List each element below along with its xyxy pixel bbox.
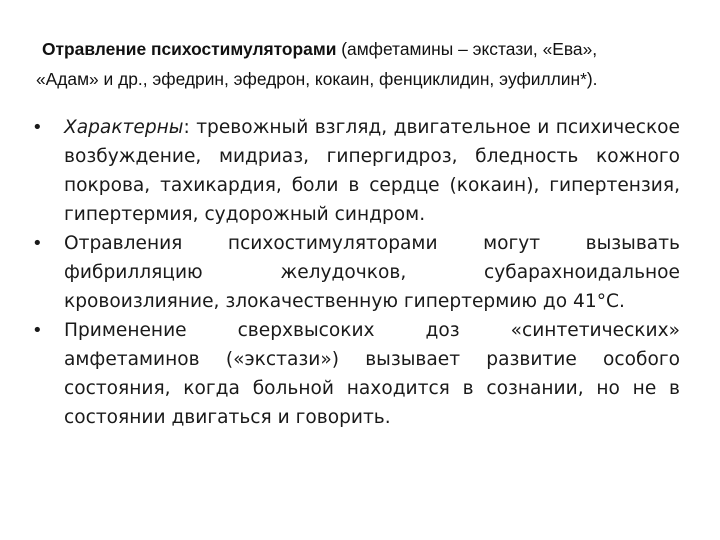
bullet-body: : тревожный взгляд, двигательное и психическое возбуждение, мидриаз, гипергидроз, бледность кожного покрова, тахикардия, боли в сердце (кокаин), гипертензия, гипертермия, судорожный синдром.: [64, 117, 680, 225]
heading-bold-title: Отравление психостимуляторами: [42, 39, 337, 59]
bullet-marker: •: [32, 233, 43, 254]
heading-parenthetical-start: (амфетамины – экстази, «Ева»,: [336, 39, 598, 59]
bullet-marker: •: [32, 320, 43, 341]
heading-line-1: [36, 34, 691, 64]
bullet-item-ecstasy: [30, 316, 680, 432]
bullet-text: [64, 117, 680, 225]
bullet-item-symptoms: [30, 113, 680, 229]
bullet-list: [30, 113, 680, 432]
slide-heading: [36, 34, 691, 94]
bullet-text: Отравления психостимуляторами могут вызывать фибрилляцию желудочков, субарахноидальное кровоизлияние, злокачественную гипертермию до 41°С.: [64, 233, 680, 312]
heading-line-2: «Адам» и др., эфедрин, эфедрон, кокаин, фенциклидин, эуфиллин*).: [36, 69, 598, 89]
bullet-italic-lead: Характерны: [64, 117, 184, 138]
bullet-item-complications: [30, 229, 680, 316]
bullet-marker: •: [32, 117, 43, 138]
bullet-text: Применение сверхвысоких доз «синтетических» амфетаминов («экстази») вызывает развитие особого состояния, когда больной находится в сознании, но не в состоянии двигаться и говорить.: [64, 320, 680, 428]
